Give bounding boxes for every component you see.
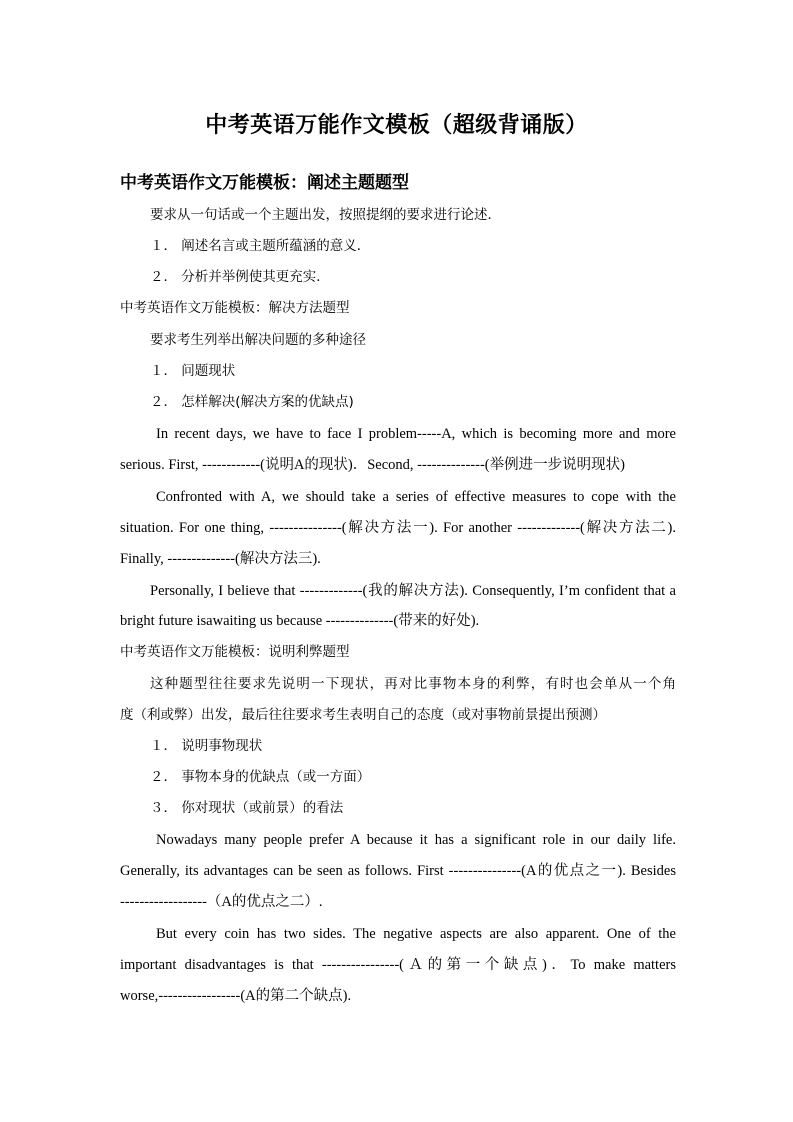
section3-para2-line1: But every coin has two sides. The negative aspects are also apparent. One of the (156, 926, 676, 942)
section3-para1-line1: Nowadays many people prefer A because it has a significant role in our daily life. (156, 832, 676, 848)
section3-intro-line1: 这种题型往往要求先说明一下现状，再对比事物本身的利弊，有时也会单从一个角 (150, 676, 676, 692)
section3-item-2: ２． 事物本身的优缺点（或一方面） (150, 769, 371, 785)
section1-item-1: １． 阐述名言或主题所蕴涵的意义． (150, 238, 371, 254)
section1-heading: 中考英语作文万能模板：阐述主题题型 (120, 173, 409, 193)
page-title: 中考英语万能作文模板（超级背诵版） (205, 112, 588, 138)
section3-para2-line3: worse,-----------------(A的第二个缺点). (120, 988, 352, 1004)
section2-para3-line1: Personally, I believe that -------------(我的解决方法). Consequently, I’m confident that a (150, 583, 676, 599)
section2-para2-line2: situation. For one thing, ---------------(解决方法一). For another -------------(解决方法二). (120, 520, 676, 536)
section1-intro: 要求从一句话或一个主题出发，按照提纲的要求进行论述． (150, 207, 501, 223)
section3-item-1: １． 说明事物现状 (150, 738, 263, 754)
section3-para1-line2: Generally, its advantages can be seen as follows. First ---------------(A的优点之一). Besides (120, 863, 676, 879)
section2-para3-line2: bright future isawaiting us because --------------(带来的好处). (120, 613, 480, 629)
section3-para1-line3: ------------------（A的优点之二）. (120, 894, 323, 910)
section2-para2-line3: Finally, --------------(解决方法三). (120, 551, 321, 567)
section2-item-1: １． 问题现状 (150, 363, 236, 379)
section3-para2-line2: important disadvantages is that ----------------(Ａ的第一个缺点)．To make matters (120, 957, 676, 973)
section3-intro-line2: 度（利或弊）出发，最后往往要求考生表明自己的态度（或对事物前景提出预测） (120, 707, 606, 723)
section2-para2-line1: Confronted with A, we should take a series of effective measures to cope with the (156, 489, 676, 505)
section3-heading: 中考英语作文万能模板：说明利弊题型 (120, 644, 350, 660)
section2-item-2: ２． 怎样解决(解决方案的优缺点) (150, 394, 354, 410)
section2-para1-line2: serious. First, ------------(说明A的现状)．Second, --------------(举例进一步说明现状) (120, 457, 625, 473)
section2-intro: 要求考生列举出解决问题的多种途径 (150, 332, 366, 348)
section3-item-3: ３． 你对现状（或前景）的看法 (150, 800, 344, 816)
section2-heading: 中考英语作文万能模板：解决方法题型 (120, 300, 350, 316)
section2-para1-line1: In recent days, we have to face I problem-----A, which is becoming more and more (156, 426, 676, 442)
section1-item-2: ２． 分析并举例使其更充实． (150, 269, 330, 285)
